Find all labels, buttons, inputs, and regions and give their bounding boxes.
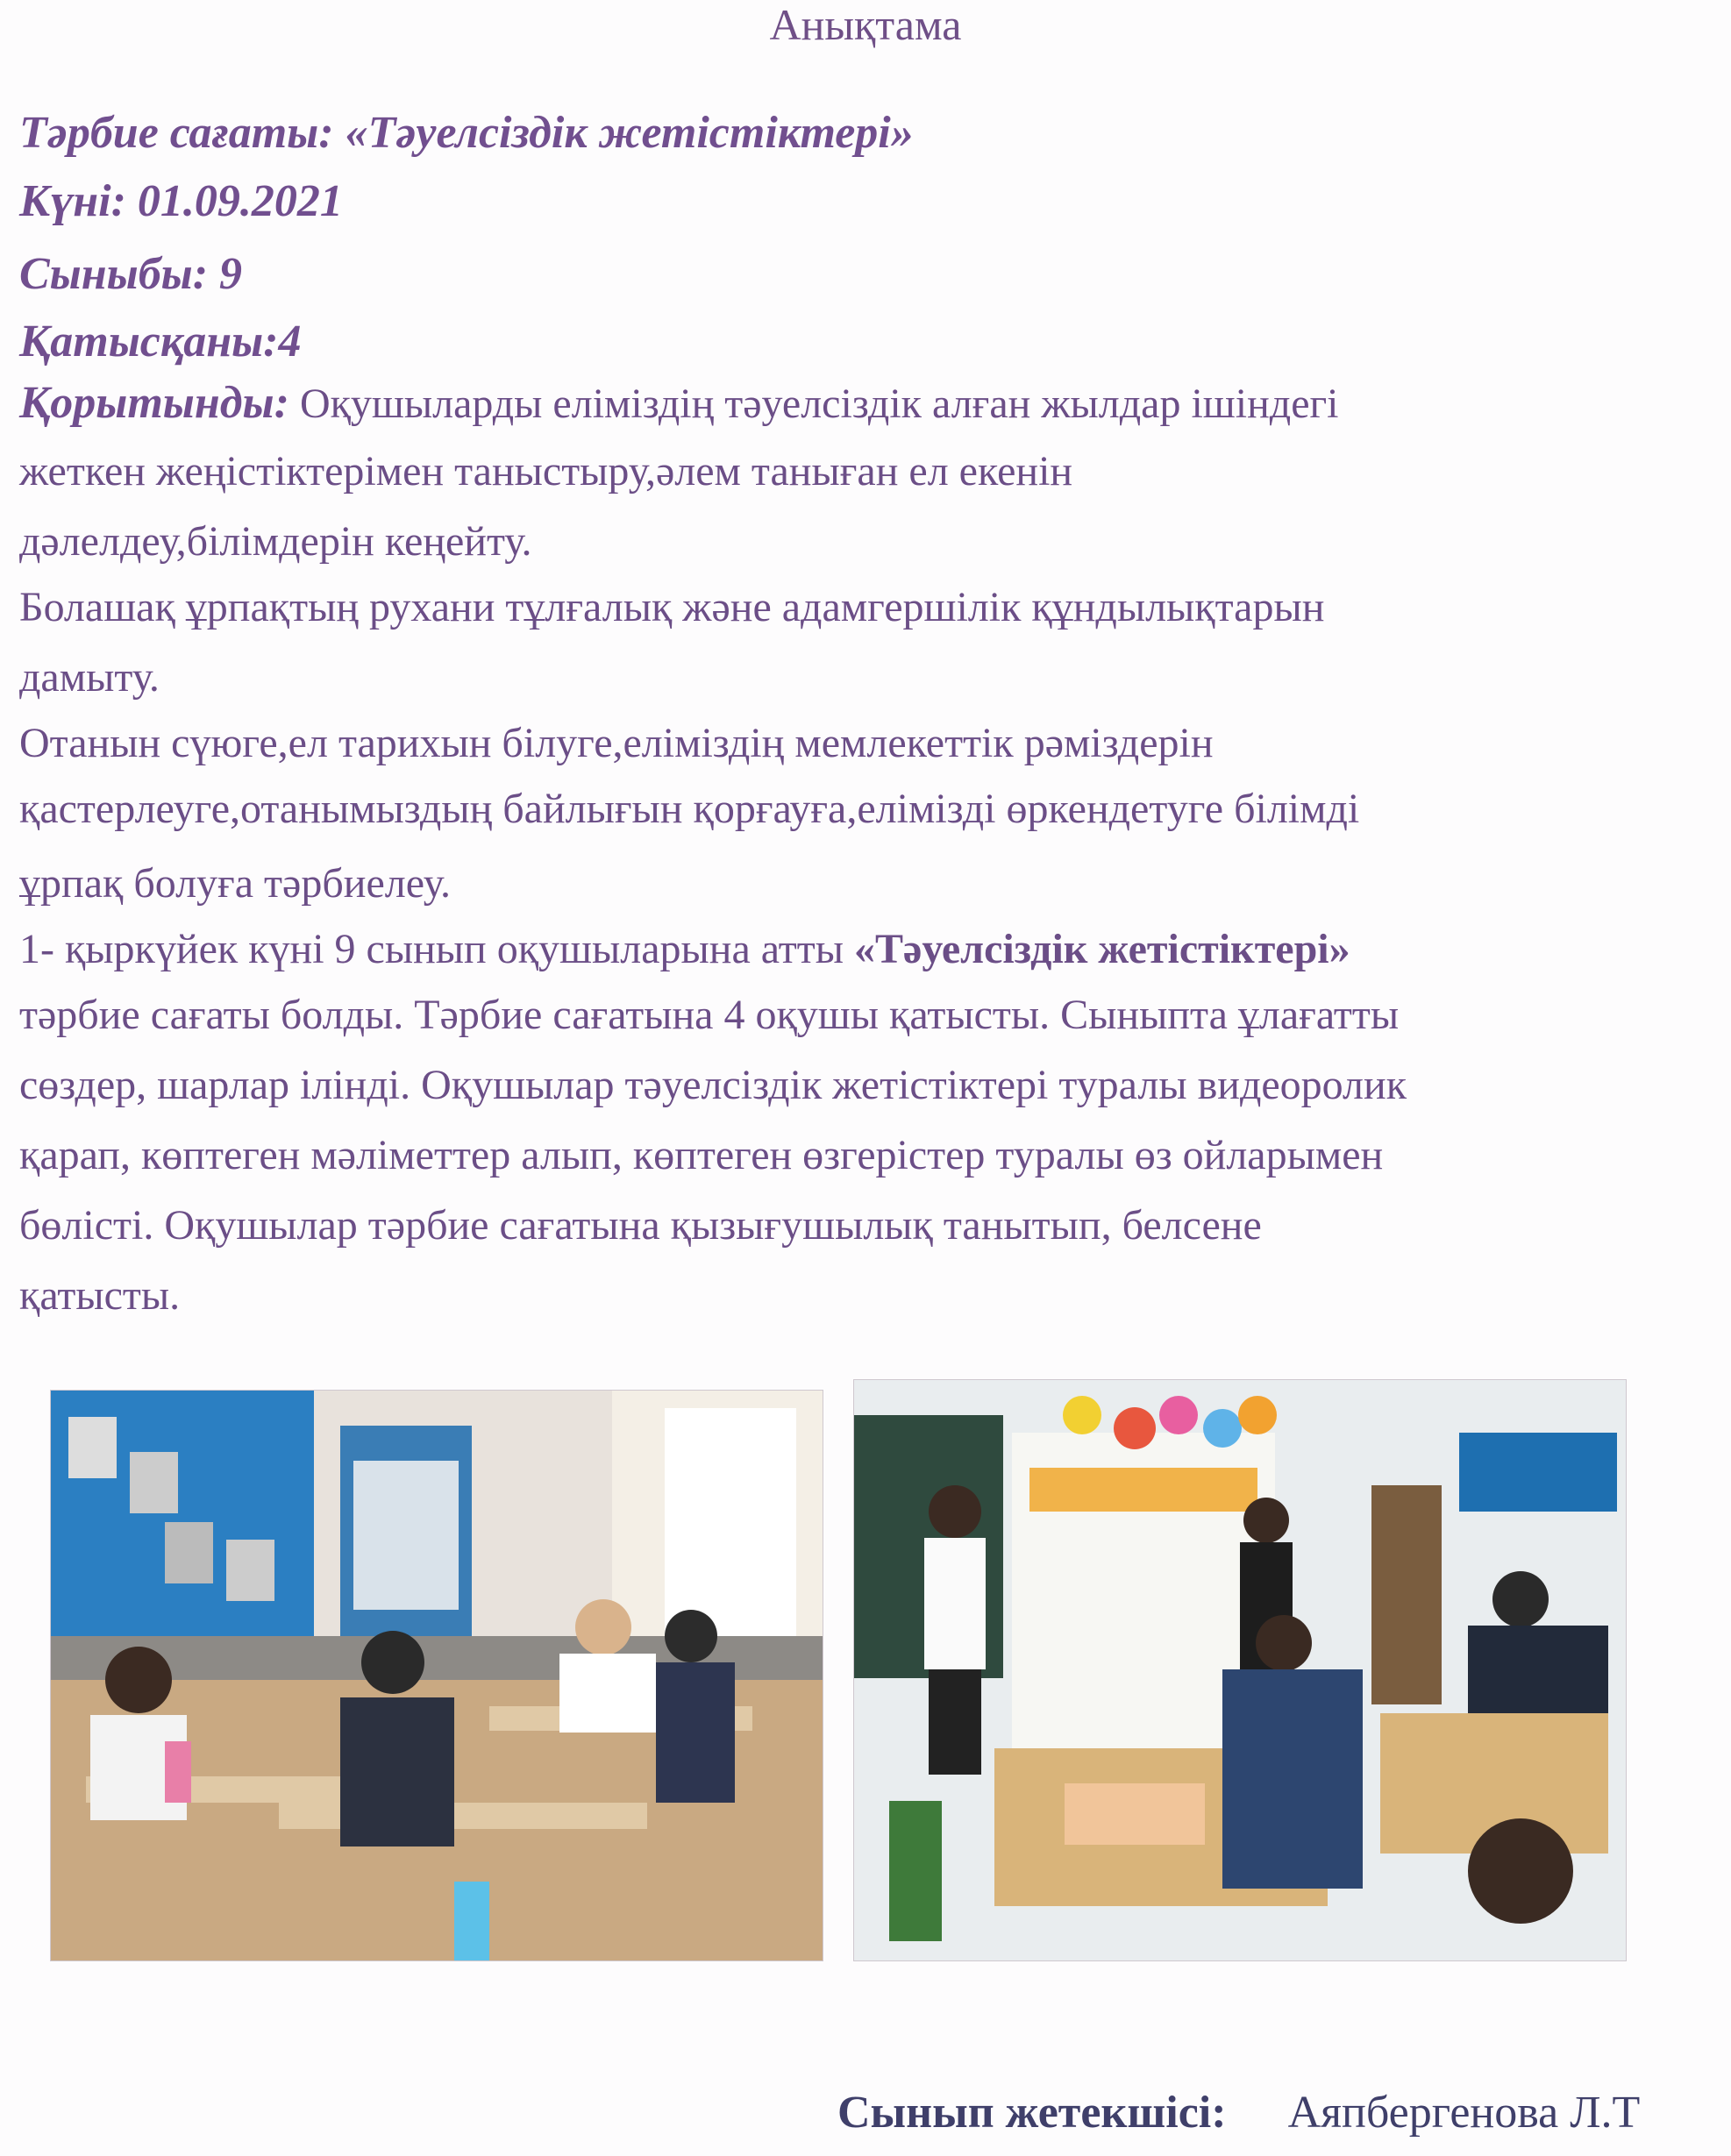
- conclusion-line: дәлелдеу,білімдерін кеңейту.: [19, 518, 532, 565]
- conclusion-label: Қорытынды:: [19, 378, 289, 428]
- class-hour-topic: Тәрбие сағаты: «Тәуелсіздік жетістіктері»: [19, 108, 914, 158]
- event-line: қатысты.: [19, 1272, 181, 1319]
- signature-block: [837, 2087, 1640, 2138]
- signature-name: Аяпбергенова Л.Т: [1287, 2088, 1641, 2138]
- conclusion-line: қастерлеуге,отанымыздың байлығын қорғауға,елімізді өркендетуге білімді: [19, 786, 1360, 832]
- classroom-photo-1: [50, 1390, 823, 1961]
- classroom-photo-2: [853, 1379, 1627, 1961]
- event-line: сөздер, шарлар ілінді. Оқушылар тәуелсіздік жетістіктері туралы видеоролик: [19, 1062, 1407, 1108]
- event-line: бөлісті. Оқушылар тәрбие сағатына қызығушылық танытып, белсене: [19, 1202, 1262, 1249]
- event-title: «Тәуелсіздік жетістіктері»: [854, 926, 1350, 972]
- grade-line: Сыныбы: 9: [19, 249, 243, 299]
- classroom-photo-2-illustration: [854, 1380, 1626, 1960]
- event-intro-line: [19, 925, 1350, 973]
- conclusion-line: жеткен жеңістіктерімен таныстыру,әлем таныған ел екенін: [19, 448, 1073, 495]
- conclusion-line: Отанын сүюге,ел тарихын білуге,еліміздің мемлекеттік рәміздерін: [19, 720, 1214, 766]
- event-line: қарап, көптеген мәліметтер алып, көптеген өзгерістер туралы өз ойларымен: [19, 1132, 1384, 1178]
- conclusion-line: дамыту.: [19, 654, 160, 701]
- signature-role: Сынып жетекшісі:: [837, 2088, 1227, 2138]
- attendance-line: Қатысқаны:4: [19, 317, 302, 366]
- conclusion-line: ұрпақ болуға тәрбиелеу.: [19, 860, 451, 907]
- event-line: тәрбие сағаты болды. Тәрбие сағатына 4 оқушы қатысты. Сыныпта ұлағатты: [19, 992, 1400, 1038]
- classroom-photo-1-illustration: [51, 1391, 823, 1960]
- conclusion-line: Болашақ ұрпақтың рухани тұлғалық және адамгершілік құндылықтарын: [19, 584, 1325, 630]
- document-title: Анықтама: [769, 0, 962, 49]
- date-line: Күні: 01.09.2021: [19, 176, 343, 226]
- conclusion-first-line: [19, 377, 1703, 429]
- event-intro: 1- қыркүйек күні 9 сынып оқушыларына атты: [19, 926, 855, 972]
- conclusion-line: Оқушыларды еліміздің тәуелсіздік алған жылдар ішіндегі: [288, 381, 1339, 427]
